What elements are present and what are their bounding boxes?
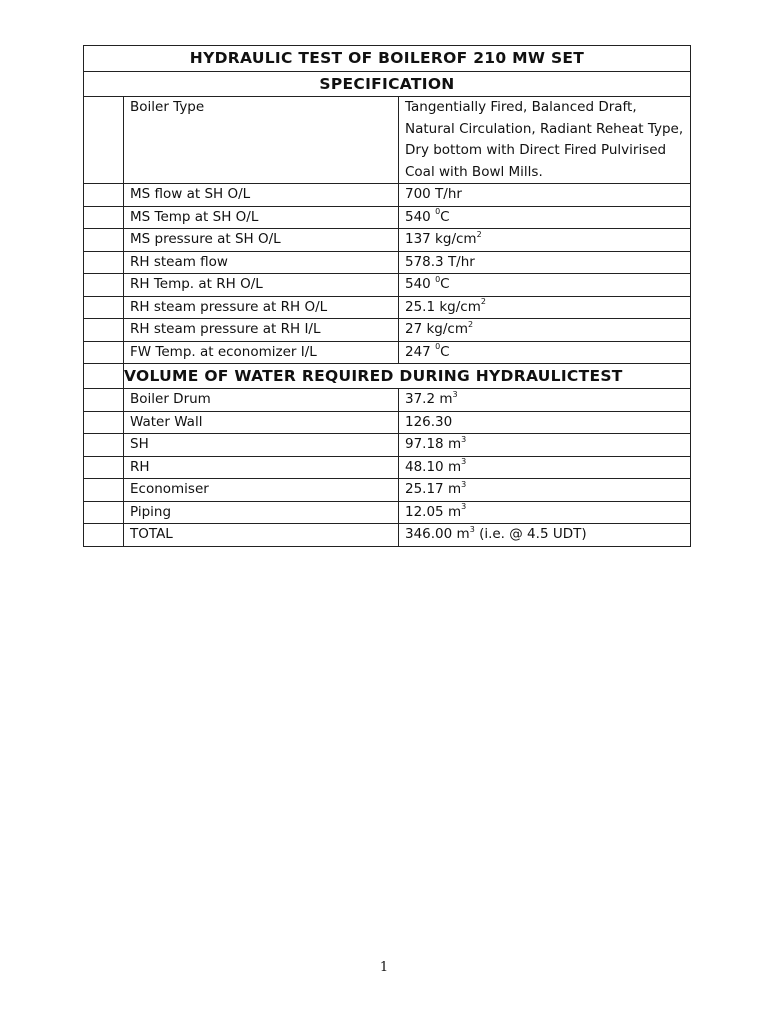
row-label: TOTAL bbox=[124, 524, 399, 547]
row-label: RH steam pressure at RH O/L bbox=[124, 296, 399, 319]
value-superscript: 2 bbox=[480, 297, 486, 306]
table-row bbox=[84, 456, 691, 479]
value-suffix: C bbox=[440, 343, 450, 360]
blank-cell bbox=[84, 456, 124, 479]
document-title: HYDRAULIC TEST OF BOILEROF 210 MW SET bbox=[84, 46, 691, 72]
value-superscript: 0 bbox=[435, 207, 441, 216]
value-text: 25.17 m bbox=[405, 481, 462, 497]
blank-cell bbox=[84, 251, 124, 274]
table-row bbox=[84, 341, 691, 364]
value-text: 48.10 m bbox=[405, 458, 462, 475]
value-superscript: 3 bbox=[461, 502, 467, 511]
value-text: 346.00 m bbox=[405, 526, 470, 542]
value-text: 247 bbox=[405, 343, 436, 360]
value-suffix: C bbox=[440, 208, 450, 225]
row-value bbox=[399, 229, 691, 252]
blank-cell bbox=[84, 274, 124, 297]
value-superscript: 2 bbox=[467, 319, 474, 329]
blank-cell bbox=[84, 206, 124, 229]
blank-cell bbox=[84, 501, 124, 524]
value-text: 25.1 kg/cm bbox=[405, 298, 481, 315]
row-label: MS pressure at SH O/L bbox=[124, 229, 399, 252]
value-text: 37.2 m bbox=[405, 391, 453, 407]
blank-cell bbox=[84, 319, 124, 342]
row-label: MS Temp at SH O/L bbox=[124, 206, 399, 229]
page-number: 1 bbox=[379, 960, 389, 975]
table-row bbox=[84, 389, 691, 412]
row-label: Boiler Type bbox=[124, 97, 399, 184]
row-value bbox=[399, 97, 691, 184]
blank-cell bbox=[84, 97, 124, 184]
row-value bbox=[399, 184, 691, 207]
table-row bbox=[84, 97, 691, 184]
row-value bbox=[399, 296, 691, 319]
value-superscript: 0 bbox=[435, 274, 441, 284]
row-label: Water Wall bbox=[124, 411, 399, 434]
row-label: RH bbox=[124, 456, 399, 479]
value-superscript: 2 bbox=[476, 229, 482, 239]
row-label: Piping bbox=[124, 501, 399, 524]
value-text: 700 T/hr bbox=[405, 186, 462, 202]
table-row bbox=[84, 184, 691, 207]
blank-cell bbox=[84, 229, 124, 252]
value-text: 12.05 m bbox=[405, 503, 462, 520]
value-text: 27 kg/cm bbox=[405, 321, 468, 337]
row-value bbox=[399, 411, 691, 434]
value-text: 540 bbox=[405, 208, 436, 225]
blank-cell bbox=[84, 524, 124, 547]
value-text: 97.18 m bbox=[405, 436, 462, 452]
table-row bbox=[84, 274, 691, 297]
row-label: Boiler Drum bbox=[124, 389, 399, 412]
table-row bbox=[84, 479, 691, 502]
row-label: RH Temp. at RH O/L bbox=[124, 274, 399, 297]
row-value bbox=[399, 319, 691, 342]
volume-heading-row bbox=[84, 364, 691, 389]
specification-heading: SPECIFICATION bbox=[84, 72, 691, 97]
value-suffix: C bbox=[440, 276, 450, 292]
value-suffix: (i.e. @ 4.5 UDT) bbox=[474, 526, 587, 542]
row-value bbox=[399, 479, 691, 502]
row-label: FW Temp. at economizer I/L bbox=[124, 341, 399, 364]
row-value bbox=[399, 434, 691, 457]
value-superscript: 0 bbox=[435, 342, 441, 351]
row-label: MS flow at SH O/L bbox=[124, 184, 399, 207]
row-value bbox=[399, 206, 691, 229]
blank-cell bbox=[84, 389, 124, 412]
table-row bbox=[84, 206, 691, 229]
blank-cell bbox=[84, 184, 124, 207]
blank-cell bbox=[84, 411, 124, 434]
title-row bbox=[84, 46, 691, 72]
blank-cell bbox=[84, 479, 124, 502]
row-value bbox=[399, 501, 691, 524]
row-label: SH bbox=[124, 434, 399, 457]
row-value bbox=[399, 341, 691, 364]
value-text: 137 kg/cm bbox=[405, 231, 477, 247]
value-text: 578.3 T/hr bbox=[405, 253, 475, 270]
row-value bbox=[399, 524, 691, 547]
blank-cell bbox=[84, 296, 124, 319]
volume-heading: VOLUME OF WATER REQUIRED DURING HYDRAULICTEST bbox=[124, 364, 691, 389]
value-text: Tangentially Fired, Balanced Draft, Natural Circulation, Radiant Reheat Type, Dry bottom with Direct Fired Pulvirised Coal with Bowl Mills. bbox=[405, 99, 684, 180]
value-superscript: 3 bbox=[461, 479, 467, 489]
table-row bbox=[84, 434, 691, 457]
row-value bbox=[399, 274, 691, 297]
table-row bbox=[84, 524, 691, 547]
blank-cell bbox=[84, 341, 124, 364]
row-value bbox=[399, 389, 691, 412]
row-value bbox=[399, 456, 691, 479]
value-superscript: 3 bbox=[461, 434, 467, 444]
table-row bbox=[84, 229, 691, 252]
blank-cell bbox=[84, 434, 124, 457]
value-text: 126.30 bbox=[405, 413, 453, 430]
spec-heading-row bbox=[84, 72, 691, 97]
value-superscript: 3 bbox=[469, 524, 475, 534]
hydraulic-test-table bbox=[83, 45, 691, 547]
row-label: RH steam flow bbox=[124, 251, 399, 274]
table-row bbox=[84, 319, 691, 342]
row-label: Economiser bbox=[124, 479, 399, 502]
value-superscript: 3 bbox=[452, 389, 458, 399]
value-superscript: 3 bbox=[461, 457, 467, 466]
table-row bbox=[84, 501, 691, 524]
blank-cell bbox=[84, 364, 124, 389]
value-text: 540 bbox=[405, 276, 436, 292]
table-row bbox=[84, 411, 691, 434]
table-row bbox=[84, 296, 691, 319]
row-label: RH steam pressure at RH I/L bbox=[124, 319, 399, 342]
table-row bbox=[84, 251, 691, 274]
row-value bbox=[399, 251, 691, 274]
